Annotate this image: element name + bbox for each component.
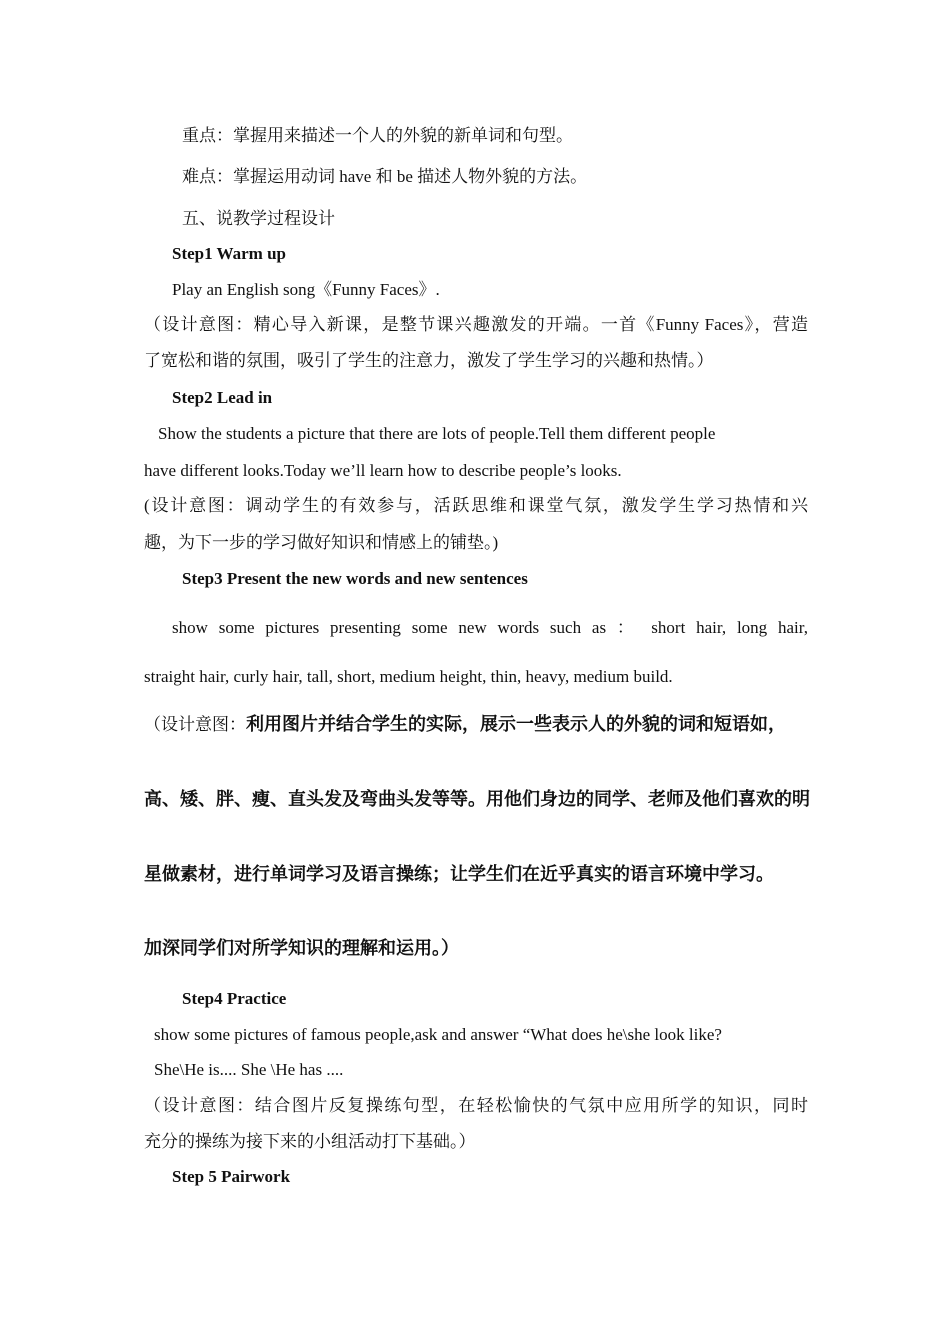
step4-title: Step4 Practice [182,989,287,1008]
step1-text: Play an English song《Funny Faces》. [172,280,440,299]
step5-title: Step 5 Pairwork [172,1167,291,1186]
step1-note-line: （设计意图：精心导入新课，是整节课兴趣激发的开端。一首《Funny Faces》，营造 [144,315,808,334]
step3-text-line: show some pictures presenting some new words such as ： short hair, long hair, [172,618,808,637]
step4-text-line: She\He is.... She \He has .... [154,1060,344,1079]
step3-text-line: straight hair, curly hair, tall, short, medium height, thin, heavy, medium build. [144,667,673,686]
step4-note-line: （设计意图：结合图片反复操练句型，在轻松愉快的气氛中应用所学的知识，同时 [144,1096,808,1115]
step2-note-line: 趣，为下一步的学习做好知识和情感上的铺垫。) [144,533,499,552]
section-heading: 五、说教学过程设计 [182,209,335,228]
key-point: 重点：掌握用来描述一个人的外貌的新单词和句型。 [182,126,573,145]
step1-note-line: 了宽松和谐的氛围，吸引了学生的注意力，激发了学生学习的兴趣和热情。） [144,351,714,370]
step2-title: Step2 Lead in [172,388,273,407]
step3-note-prefix: （设计意图： [144,715,246,734]
step3-note-line: 加深同学们对所学知识的理解和运用。） [144,938,459,959]
step4-note-line: 充分的操练为接下来的小组活动打下基础。） [144,1132,476,1151]
step1-title: Step1 Warm up [172,244,286,263]
step3-title: Step3 Present the new words and new sentences [182,569,528,588]
step2-note-line: (设计意图：调动学生的有效参与，活跃思维和课堂气氛，激发学生学习热情和兴 [144,496,808,515]
difficult-point: 难点：掌握运用动词 have 和 be 描述人物外貌的方法。 [182,167,588,186]
step2-text-line: have different looks.Today we’ll learn how to describe people’s looks. [144,461,622,480]
step4-text-line: show some pictures of famous people,ask and answer “What does he\she look like? [154,1025,722,1044]
step2-text-line: Show the students a picture that there are lots of people.Tell them different people [158,424,716,443]
step3-note-line: 星做素材，进行单词学习及语言操练；让学生们在近乎真实的语言环境中学习。 [144,864,774,885]
step3-note-line [144,714,808,736]
step3-note-line: 高、矮、胖、瘦、直头发及弯曲头发等等。用他们身边的同学、老师及他们喜欢的明 [144,789,810,810]
step3-note-text: 利用图片并结合学生的实际，展示一些表示人的外貌的词和短语如， [246,714,786,735]
